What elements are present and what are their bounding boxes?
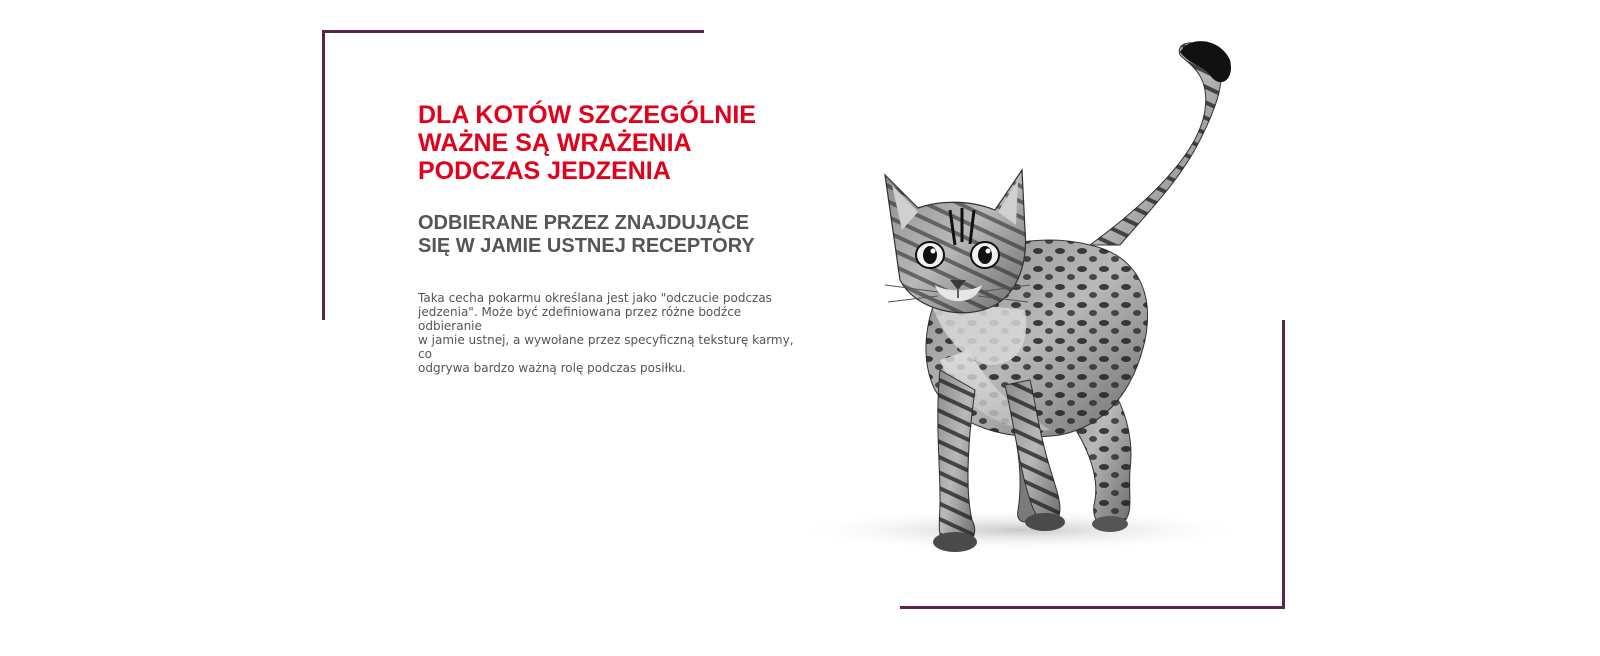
decorative-frame-left — [322, 30, 325, 320]
body-line: odgrywa bardzo ważną rolę podczas posiłku. — [418, 361, 686, 375]
headline-line: PODCZAS JEDZENIA — [418, 157, 671, 185]
headline — [418, 101, 818, 185]
headline-line: DLA KOTÓW SZCZEGÓLNIE — [418, 101, 756, 129]
headline-line: WAŻNE SĄ WRAŻENIA — [418, 129, 692, 157]
body-line: w jamie ustnej, a wywołane przez specyficzną teksturę karmy, co — [418, 333, 794, 361]
body-line: Taka cecha pokarmu określana jest jako "odczucie podczas — [418, 291, 772, 305]
text-block — [418, 101, 818, 375]
subheadline-line: ODBIERANE PRZEZ ZNAJDUJĄCE — [418, 212, 750, 234]
subheadline — [418, 212, 818, 258]
decorative-frame-top — [322, 30, 704, 33]
tabby-cat-walking-icon — [790, 30, 1290, 585]
subheadline-line: SIĘ W JAMIE USTNEJ RECEPTORY — [418, 235, 755, 257]
decorative-frame-right — [1282, 320, 1285, 609]
body-paragraph — [418, 291, 806, 375]
decorative-frame-bottom — [900, 606, 1285, 609]
body-line: jedzenia". Może być zdefiniowana przez różne bodźce odbieranie — [418, 305, 742, 333]
